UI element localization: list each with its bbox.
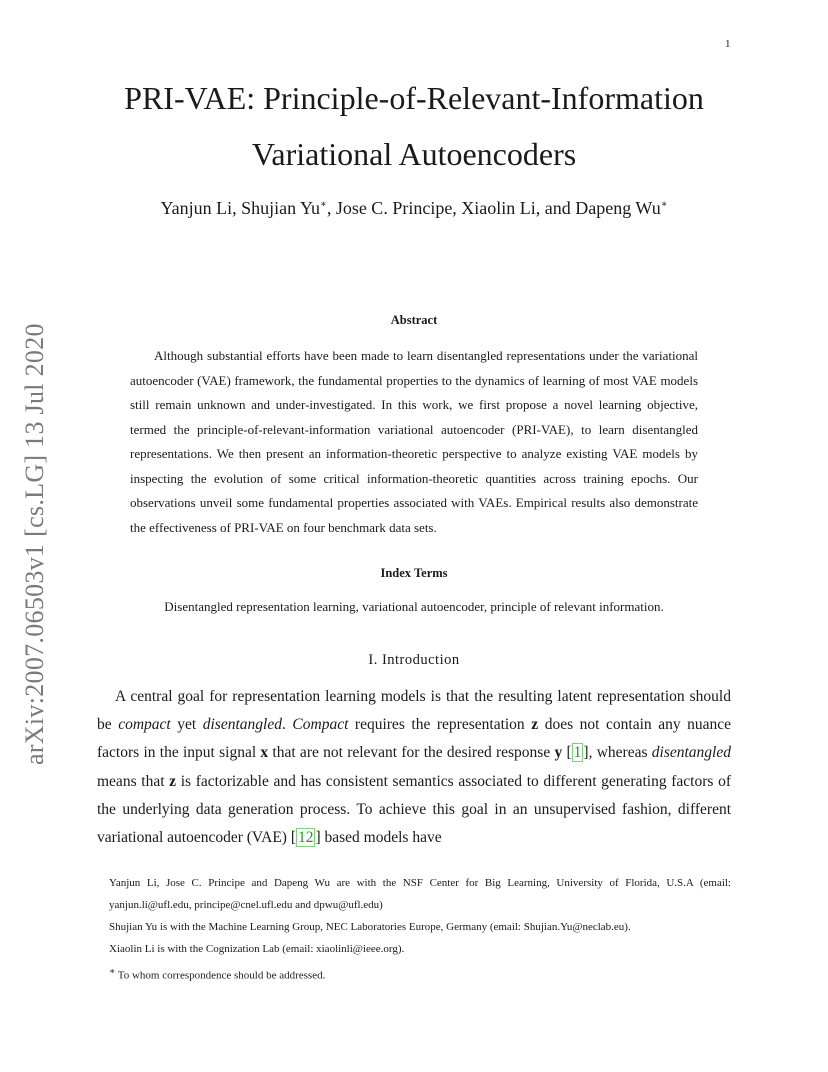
intro-text: is factorizable and has consistent semantics associated to different generating factors of the underlying data generation process. To achieve this goal in an unsupervised fashion, different variational autoencoder (VAE) [	[97, 772, 731, 847]
intro-text: .	[281, 716, 293, 734]
introduction-body	[97, 683, 731, 852]
intro-text: A central goal for representation learning models is that the resulting latent representation should be	[97, 688, 731, 734]
introduction-heading: I. Introduction	[368, 652, 460, 668]
paper-title-line1: PRI-VAE: Principle-of-Relevant-Information	[124, 80, 704, 116]
arxiv-stamp: arXiv:2007.06503v1 [cs.LG] 13 Jul 2020	[20, 323, 49, 765]
intro-emphasis: disentangled	[202, 716, 282, 734]
abstract-body	[130, 344, 698, 540]
footnotes	[97, 872, 731, 987]
corresponding-mark: ∗	[109, 966, 116, 976]
abstract-text: Although substantial efforts have been made to learn disentangled representations under the variational autoencoder (VAE) framework, the fundamental properties to the dynamics of learning of most VAE models still remain unknown and under-investigated. In this work, we first propose a novel learning objective, termed the principle-of-relevant-information variational autoencoder (PRI-VAE), to learn disentangled representations. We then present an information-theoretic perspective to analyze existing VAE models by inspecting the evolution of some critical information-theoretic quantities across training epochs. Our observations unveil some fundamental properties associated with VAEs. Empirical results also demonstrate the effectiveness of PRI-VAE on four benchmark data sets.	[130, 348, 698, 535]
intro-text: ] based models have	[315, 829, 442, 847]
index-terms-body: Disentangled representation learning, variational autoencoder, principle of relevant information.	[164, 599, 664, 614]
corresponding-mark: ∗	[660, 199, 668, 210]
footnote-affiliation-1: Yanjun Li, Jose C. Principe and Dapeng Wu are with the NSF Center for Big Learning, University of Florida, U.S.A (email: yanjun.li@ufl.edu, principe@cnel.ufl.edu and dpwu@ufl.edu)	[109, 877, 731, 911]
citation-link[interactable]: 1	[573, 744, 582, 762]
intro-emphasis: Compact	[292, 716, 349, 734]
intro-text: does not contain any nuance factors in the input signal	[97, 716, 732, 762]
intro-emphasis: disentangled	[651, 744, 731, 762]
intro-text: requires the representation	[348, 716, 532, 734]
intro-text: [	[562, 744, 572, 762]
author-group-1: Yanjun Li, Shujian Yu	[160, 198, 321, 218]
math-symbol: z	[169, 772, 177, 790]
citation-link[interactable]: 12	[297, 829, 314, 847]
index-terms-heading: Index Terms	[380, 566, 448, 580]
intro-text: ], whereas	[583, 744, 652, 762]
math-symbol: x	[260, 744, 269, 762]
intro-text: that are not relevant for the desired response	[268, 744, 555, 762]
abstract-heading: Abstract	[390, 313, 438, 327]
footnote-correspondence	[97, 960, 731, 987]
corresponding-mark: ∗	[320, 199, 327, 210]
math-symbol: y	[554, 744, 563, 762]
author-list	[0, 198, 828, 219]
author-group-2: , Jose C. Principe, Xiaolin Li, and Dapeng Wu	[326, 198, 661, 218]
intro-text: yet	[170, 716, 203, 734]
intro-emphasis: compact	[118, 716, 171, 734]
footnote-text: To whom correspondence should be addressed.	[115, 969, 326, 982]
paper-title-line2: Variational Autoencoders	[251, 136, 577, 172]
intro-text: means that	[97, 772, 170, 790]
math-symbol: z	[531, 716, 539, 734]
page-number: 1	[725, 38, 731, 50]
footnote-affiliation-3: Xiaolin Li is with the Cognization Lab (email: xiaolinli@ieee.org).	[109, 943, 405, 955]
footnote-affiliation-2: Shujian Yu is with the Machine Learning Group, NEC Laboratories Europe, Germany (email: Shujian.Yu@neclab.eu).	[109, 921, 631, 933]
